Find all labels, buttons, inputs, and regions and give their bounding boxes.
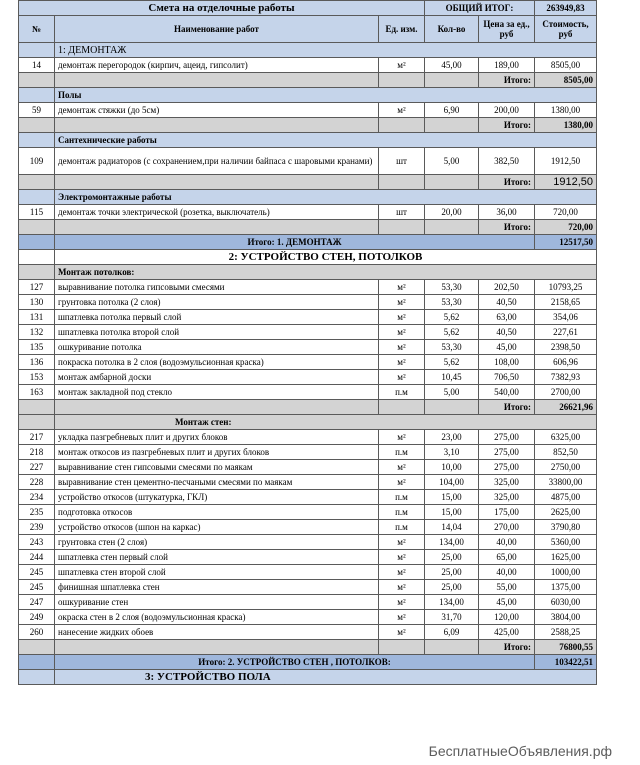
cell-unit: п.м <box>379 445 425 460</box>
section-total-value: 12517,50 <box>535 235 597 250</box>
cell-no: 260 <box>19 625 55 640</box>
cell-no: 234 <box>19 490 55 505</box>
section-total-label: Итого: 2. УСТРОЙСТВО СТЕН , ПОТОЛКОВ: <box>55 655 535 670</box>
cell-qty: 10,45 <box>425 370 479 385</box>
cell-name: шпатлевка стен второй слой <box>55 565 379 580</box>
cell-unit: м² <box>379 430 425 445</box>
table-row <box>19 625 597 640</box>
cell-name: ошкуривание потолка <box>55 340 379 355</box>
cell-qty: 53,30 <box>425 295 479 310</box>
col-header-no: № <box>19 16 55 43</box>
cell-cost: 852,50 <box>535 445 597 460</box>
table-row <box>19 475 597 490</box>
cell-unit: п.м <box>379 385 425 400</box>
cell-no: 228 <box>19 475 55 490</box>
cell-name: выравнивание стен цементно-песчаными смесями по маякам <box>55 475 379 490</box>
cell-no: 249 <box>19 610 55 625</box>
subsection-title: Монтаж потолков: <box>55 265 597 280</box>
table-row <box>19 310 597 325</box>
cell-unit: м² <box>379 550 425 565</box>
subsection-row <box>19 265 597 280</box>
subtotal-row <box>19 73 597 88</box>
cell-price: 175,00 <box>479 505 535 520</box>
cell-cost: 10793,25 <box>535 280 597 295</box>
estimate-sheet <box>18 0 596 685</box>
subtotal-label: Итого: <box>479 73 535 88</box>
cell-unit: п.м <box>379 490 425 505</box>
col-header-cost: Стоимость, руб <box>535 16 597 43</box>
section-title: 3: УСТРОЙСТВО ПОЛА <box>55 670 597 685</box>
header-row <box>19 16 597 43</box>
section-row <box>19 670 597 685</box>
cell-name: монтаж амбарной доски <box>55 370 379 385</box>
section-row <box>19 250 597 265</box>
cell-qty: 23,00 <box>425 430 479 445</box>
section-total-label: Итого: 1. ДЕМОНТАЖ <box>55 235 535 250</box>
cell-qty: 15,00 <box>425 490 479 505</box>
cell-no: 136 <box>19 355 55 370</box>
cell-cost: 2158,65 <box>535 295 597 310</box>
table-row <box>19 280 597 295</box>
cell-price: 120,00 <box>479 610 535 625</box>
cell-qty: 25,00 <box>425 565 479 580</box>
cell-qty: 14,04 <box>425 520 479 535</box>
table-row <box>19 340 597 355</box>
cell-name: покраска потолка в 2 слоя (водоэмульсионная краска) <box>55 355 379 370</box>
subtotal-row: Итого: 26621,96 <box>19 400 597 415</box>
cell-no: 218 <box>19 445 55 460</box>
cell-qty: 134,00 <box>425 535 479 550</box>
cell-no: 245 <box>19 580 55 595</box>
ceiling-rows <box>19 280 597 400</box>
subtotal-row: Итого: 1912,50 <box>19 175 597 190</box>
table-row: 59 демонтаж стяжки (до 5см) м² 6,90 200,00 1380,00 <box>19 103 597 118</box>
cell-no: 135 <box>19 340 55 355</box>
table-row: 115 демонтаж точки электрической (розетка, выключатель) шт 20,00 36,00 720,00 <box>19 205 597 220</box>
table-row <box>19 580 597 595</box>
cell-price: 55,00 <box>479 580 535 595</box>
cell-no: 217 <box>19 430 55 445</box>
cell-qty: 5,62 <box>425 355 479 370</box>
cell-name: шпатлевка стен первый слой <box>55 550 379 565</box>
col-header-qty: Кол-во <box>425 16 479 43</box>
cell-qty: 3,10 <box>425 445 479 460</box>
wall-rows <box>19 430 597 640</box>
cell-price: 325,00 <box>479 475 535 490</box>
table-row <box>19 595 597 610</box>
cell-no: 163 <box>19 385 55 400</box>
estimate-table <box>18 0 597 685</box>
col-header-name: Наименование работ <box>55 16 379 43</box>
cell-qty: 10,00 <box>425 460 479 475</box>
table-row <box>19 535 597 550</box>
cell-qty: 25,00 <box>425 550 479 565</box>
cell-cost: 7382,93 <box>535 370 597 385</box>
section-title: 1: ДЕМОНТАЖ <box>55 43 597 58</box>
table-row <box>19 490 597 505</box>
cell-cost: 6030,00 <box>535 595 597 610</box>
cell-no: 235 <box>19 505 55 520</box>
cell-price: 63,00 <box>479 310 535 325</box>
subsection-title: Полы <box>55 88 597 103</box>
cell-cost: 2700,00 <box>535 385 597 400</box>
cell-name: выравнивание потолка гипсовыми смесями <box>55 280 379 295</box>
cell-qty: 5,62 <box>425 310 479 325</box>
cell-price: 540,00 <box>479 385 535 400</box>
cell-price: 65,00 <box>479 550 535 565</box>
cell-unit: м² <box>379 565 425 580</box>
subsection-row <box>19 88 597 103</box>
cell-no: 244 <box>19 550 55 565</box>
cell-price: 270,00 <box>479 520 535 535</box>
cell-cost: 354,06 <box>535 310 597 325</box>
cell-price: 40,50 <box>479 295 535 310</box>
cell-price: 325,00 <box>479 490 535 505</box>
cell-cost: 227,61 <box>535 325 597 340</box>
cell-cost: 606,96 <box>535 355 597 370</box>
subtotal-value: 8505,00 <box>535 73 597 88</box>
cell-name: нанесение жидких обоев <box>55 625 379 640</box>
cell-unit: м² <box>379 370 425 385</box>
subsection-row <box>19 415 597 430</box>
section-total-value: 103422,51 <box>535 655 597 670</box>
cell-qty: 31,70 <box>425 610 479 625</box>
grand-total-value: 263949,83 <box>535 1 597 16</box>
cell-unit: м² <box>379 340 425 355</box>
table-row <box>19 295 597 310</box>
subsection-title: Электромонтажные работы <box>55 190 597 205</box>
cell-no: 247 <box>19 595 55 610</box>
sheet-title: Смета на отделочные работы <box>19 1 425 16</box>
cell-name: ошкуривание стен <box>55 595 379 610</box>
cell-cost: 3790,80 <box>535 520 597 535</box>
cell-name: шпатлевка потолка второй слой <box>55 325 379 340</box>
cell-qty: 5,00 <box>425 385 479 400</box>
section-row <box>19 43 597 58</box>
cell-price: 40,00 <box>479 565 535 580</box>
table-row <box>19 550 597 565</box>
subtotal-row: Итого: 720,00 <box>19 220 597 235</box>
cell-cost: 6325,00 <box>535 430 597 445</box>
cell-cost: 2625,00 <box>535 505 597 520</box>
cell-cost: 2588,25 <box>535 625 597 640</box>
cell-qty: 5,62 <box>425 325 479 340</box>
cell-unit: п.м <box>379 520 425 535</box>
title-row <box>19 1 597 16</box>
cell-name: монтаж закладной под стекло <box>55 385 379 400</box>
cell-name: окраска стен в 2 слоя (водоэмульсионная краска) <box>55 610 379 625</box>
cell-unit: м² <box>379 460 425 475</box>
cell-cost: 5360,00 <box>535 535 597 550</box>
cell-cost: 1000,00 <box>535 565 597 580</box>
table-row <box>19 445 597 460</box>
cell-name: устройство откосов (штукатурка, ГКЛ) <box>55 490 379 505</box>
table-row <box>19 460 597 475</box>
cell-unit: м² <box>379 535 425 550</box>
cell-cost: 3804,00 <box>535 610 597 625</box>
table-row <box>19 520 597 535</box>
cell-no: 239 <box>19 520 55 535</box>
cell-price: 425,00 <box>479 625 535 640</box>
subsection-row <box>19 133 597 148</box>
cell-unit: м² <box>379 295 425 310</box>
cell-price: 108,00 <box>479 355 535 370</box>
cell-cost: 2750,00 <box>535 460 597 475</box>
subsection-row <box>19 190 597 205</box>
table-row <box>19 565 597 580</box>
cell-no: 153 <box>19 370 55 385</box>
cell-price: 706,50 <box>479 370 535 385</box>
cell-unit: м² <box>379 580 425 595</box>
cell-price: 202,50 <box>479 280 535 295</box>
cell-no: 132 <box>19 325 55 340</box>
table-row: 14 демонтаж перегородок (кирпич, ацеид, гипсолит) м² 45,00 189,00 8505,00 <box>19 58 597 73</box>
cell-unit: м² <box>379 310 425 325</box>
cell-qty: 15,00 <box>425 505 479 520</box>
subsection-title: Монтаж стен: <box>55 415 597 430</box>
table-row <box>19 505 597 520</box>
cell-price: 40,50 <box>479 325 535 340</box>
cell-price: 275,00 <box>479 430 535 445</box>
cell-name: подготовка откосов <box>55 505 379 520</box>
cell-price: 45,00 <box>479 340 535 355</box>
col-header-unit: Ед. изм. <box>379 16 425 43</box>
cell-name: выравнивание стен гипсовыми смесями по маякам <box>55 460 379 475</box>
cell-price: 40,00 <box>479 535 535 550</box>
cell-qty: 6,09 <box>425 625 479 640</box>
cell-no: 245 <box>19 565 55 580</box>
cell-no: 127 <box>19 280 55 295</box>
cell-unit: м² <box>379 280 425 295</box>
cell-no: 227 <box>19 460 55 475</box>
cell-qty: 134,00 <box>425 595 479 610</box>
cell-cost: 1375,00 <box>535 580 597 595</box>
cell-cost: 4875,00 <box>535 490 597 505</box>
cell-cost: 2398,50 <box>535 340 597 355</box>
watermark: БесплатныеОбъявления.рф <box>428 743 612 759</box>
cell-unit: м² <box>379 355 425 370</box>
cell-name: укладка пазгребневых плит и других блоков <box>55 430 379 445</box>
cell-unit: м² <box>379 475 425 490</box>
subtotal-row: Итого: 1380,00 <box>19 118 597 133</box>
table-row <box>19 610 597 625</box>
cell-cost: 1625,00 <box>535 550 597 565</box>
cell-name: финишная шпатлевка стен <box>55 580 379 595</box>
cell-unit: м² <box>379 595 425 610</box>
cell-qty: 53,30 <box>425 340 479 355</box>
cell-qty: 104,00 <box>425 475 479 490</box>
cell-name: шпатлевка потолка первый слой <box>55 310 379 325</box>
table-row <box>19 355 597 370</box>
col-header-price: Цена за ед., руб <box>479 16 535 43</box>
table-row <box>19 430 597 445</box>
subsection-title: Сантехнические работы <box>55 133 597 148</box>
cell-unit: м² <box>379 325 425 340</box>
section-title: 2: УСТРОЙСТВО СТЕН, ПОТОЛКОВ <box>55 250 597 265</box>
cell-qty: 53,30 <box>425 280 479 295</box>
table-row: 109 демонтаж радиаторов (с сохранением,при наличии байпаса с шаровыми кранами) шт 5,00 382,50 1912,50 <box>19 148 597 175</box>
cell-no: 243 <box>19 535 55 550</box>
cell-qty: 25,00 <box>425 580 479 595</box>
cell-price: 275,00 <box>479 460 535 475</box>
cell-name: грунтовка потолка (2 слоя) <box>55 295 379 310</box>
section-total-row <box>19 655 597 670</box>
cell-unit: м² <box>379 610 425 625</box>
grand-total-label: ОБЩИЙ ИТОГ: <box>425 1 535 16</box>
cell-name: устройство откосов (шпон на каркас) <box>55 520 379 535</box>
cell-price: 45,00 <box>479 595 535 610</box>
table-row <box>19 385 597 400</box>
cell-no: 131 <box>19 310 55 325</box>
cell-price: 275,00 <box>479 445 535 460</box>
cell-name: грунтовка стен (2 слоя) <box>55 535 379 550</box>
section-total-row <box>19 235 597 250</box>
subtotal-row: Итого: 76800,55 <box>19 640 597 655</box>
table-row <box>19 370 597 385</box>
cell-unit: м² <box>379 625 425 640</box>
cell-name: монтаж откосов из пазгребневых плит и других блоков <box>55 445 379 460</box>
cell-no: 130 <box>19 295 55 310</box>
cell-unit: п.м <box>379 505 425 520</box>
table-row <box>19 325 597 340</box>
cell-cost: 33800,00 <box>535 475 597 490</box>
